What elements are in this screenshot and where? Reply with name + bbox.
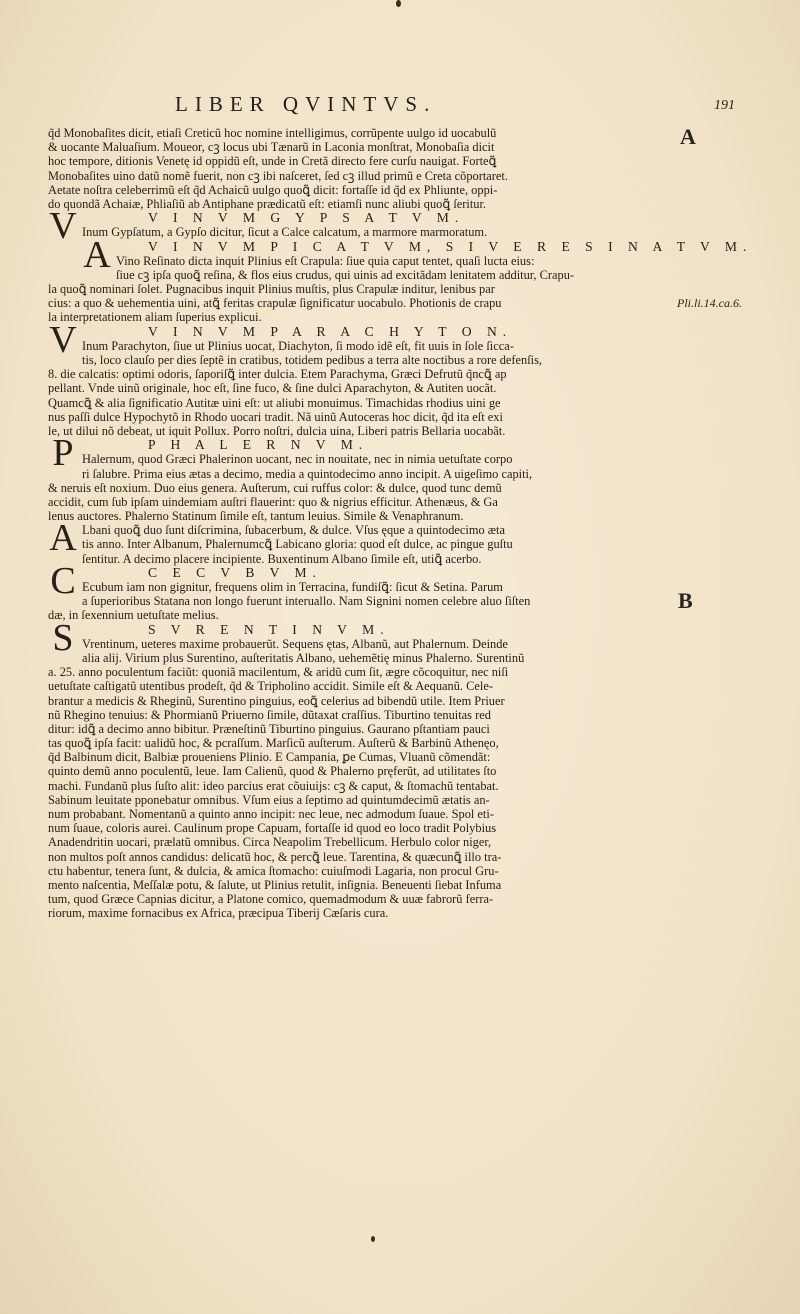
text-line: Anadendritin uocari, prælatũ omnibus. Circa Neapolim Trebellicum. Herbulo color niger, <box>48 835 492 850</box>
folio-number: 191 <box>714 98 735 113</box>
text-line: Lbani quoꝗ̃ duo ſunt diſcrimina, ſubacerbum, & dulce. Vſus ęque a quintodecimo æta <box>82 523 505 538</box>
text-section <box>48 559 668 623</box>
margin-letter-b: B <box>678 588 693 613</box>
text-line: do quondã Achaiæ, Phliaſiũ ab Antiphane prædicatũ eſt: etiamſi nunc aliubi quoꝗ̃ ſeritur. <box>48 196 487 211</box>
text-line: num probabant. Nomentanũ a quinto anno incipit: nec leue, nec admodum ſuaue. Spol eti- <box>48 807 494 821</box>
drop-initial: P <box>52 432 74 475</box>
text-line: brantur a medicis & Rheginũ, Surentino pinguius, eoꝗ̃ celerius ad bibendũ utile. Item Priuer <box>48 693 505 708</box>
text-line: & neruis eſt noxium. Duo eius genera. Auſterum, cui ruffus color: & dulce, quod tunc demũ <box>48 480 502 495</box>
text-line: Quamcꝗ̃ & alia ſignificatio Autitæ uini eſt: ut aliubi monuimus. Timachidas rhodius uini ge <box>48 395 501 410</box>
text-line: lenus auctores. Phalerno Statinum ſimile eſt, tantum leuius. Simile & Venaphranum. <box>48 509 464 524</box>
drop-initial: V <box>49 318 77 361</box>
text-line: tum, quod Græce Capnias dicitur, a Platone comico, quemadmodum & uuæ fabrorũ ferra- <box>48 892 494 907</box>
text-line: hoc tempore, ditionis Venetę id oppidũ eſt, unde in Cretã directo fere curſu nauigat. Forteꝗ̃ <box>48 154 497 169</box>
text-line: ſentitur. A decimo placere incipiente. Buxentinum Albano ſimile eſt, utiꝗ̃ acerbo. <box>82 551 482 566</box>
text-line: Halernum, quod Græci Phalerinon uocant, nec in nouitate, nec in nimia uetuſtate corpo <box>82 452 513 467</box>
text-line: q̃d Balbinum dicit, Balbiæ proueniens Plinio. E Campania, ꝑe Cumas, Vluanũ cõmendãt: <box>48 750 491 765</box>
text-section <box>48 318 668 439</box>
section-heading: V I N V M G Y P S A T V M. <box>148 210 465 226</box>
text-line: Ecubum iam non gignitur, frequens olim in Terracina, fundiſꝗ̃: ſicut & Setina. Parum <box>82 580 503 594</box>
text-line: non multos poſt annos candidus: delicatũ hoc, & percꝗ̃ leue. Tarentina, & quæcunꝗ̃ illo tra- <box>48 849 502 864</box>
text-line: ditur: idꝗ̃ a decimo anno bibitur. Præneſtinũ Tiburtino pinguius. Gaurano pſtantiam pauci <box>48 721 490 736</box>
text-line: machi. Fundanũ plus ſuſto alit: ideo parcius erat cõuiuijs: cꝫ & caput, & ſtomachũ tentabat. <box>48 778 499 793</box>
drop-initial: V <box>49 205 77 248</box>
text-line: le, ut dilui nõ debeat, ut iquit Pollux. Porro noſtri, dulcia uina, Liberi patris Bellaria uocabãt. <box>48 423 506 438</box>
text-line: ſiue cꝫ ipſa quoꝗ̃ reſina, & flos eius crudus, qui uinis ad excitãdam lenitatem additur, Crapu- <box>116 267 575 282</box>
margin-note: Pli.li.14.ca.6. <box>677 296 742 310</box>
text-line: ri ſalubre. Prima eius ætas a decimo, media a quintodecimo anno incipit. A uigeſimo capiti, <box>82 466 533 481</box>
text-line: cius: a quo & uehementia uini, atꝗ̃ feritas crapulæ ſignificatur uocabulo. Photionis de crapu <box>48 296 502 311</box>
text-line: la interpretationem aliam ſuperius explicui. <box>48 310 262 325</box>
text-line: Vrentinum, ueteres maxime probauerũt. Sequens ętas, Albanũ, aut Phalernum. Deinde <box>82 636 508 651</box>
running-header <box>175 92 735 118</box>
section-heading: C E C V B V M. <box>148 564 323 580</box>
ink-blot <box>396 0 401 7</box>
text-line: nus paſſi dulce Hypochytõ in Rhodo uocari tradit. Nã uinũ Autoceras hoc dicit, q̃d ita eſt exi <box>48 409 503 424</box>
section-heading: S V R E N T I N V M. <box>148 621 390 637</box>
drop-initial: A <box>83 233 111 276</box>
text-line: riorum, maxime fornacibus ex Africa, præcipua Tiberij Cæſaris cura. <box>48 906 389 921</box>
text-line: Vino Reſinato dicta inquit Plinius eſt Crapula: ſiue quia caput tentet, quaſi lucta eius: <box>116 253 535 268</box>
text-line: nũ Rhegino tenuius: & Phormianũ Priuerno ſimile, dũtaxat craſſius. Tiburtino tenuitas red <box>48 707 491 722</box>
text-line: num ſuaue, coloris aurei. Caulinum prope Capuam, fortaſſe id quod eo loco tradit Polybius <box>48 821 497 836</box>
text-section <box>48 616 668 921</box>
text-line: q̃d Monobaſites dicit, etiaſi Creticũ hoc nomine intelligimus, corrũpente uulgo id uocabulũ <box>48 126 497 140</box>
text-line: mento naſcentia, Meſſalæ potu, & ſalute, ut Plinius retulit, inſignia. Beneuenti ſiebat Infuma <box>48 877 502 892</box>
text-line: accidit, cum ſub ipſam uindemiam auſtri flauerint: quo & nigrius efficitur. Athenæus, & Ga <box>48 494 498 509</box>
drop-initial: S <box>52 616 74 659</box>
running-title: LIBER QVINTVS. <box>175 92 437 116</box>
text-line: dæ, in ſexennium uetuſtate melius. <box>48 608 219 623</box>
text-line: Inum Gypſatum, a Gypſo dicitur, ſicut a Calce calcatum, a marmore marmoratum. <box>82 225 488 240</box>
text-line: tas quoꝗ̃ ipſa facit: ualidũ hoc, & pcraſſum. Marſicũ auſterum. Auſterũ & Barbinũ Athenęo, <box>48 736 499 751</box>
ink-blot <box>371 1236 375 1242</box>
text-line: Inum Parachyton, ſiue ut Plinius uocat, Diachyton, ſi modo idẽ eſt, fit uuis in ſole ſicca- <box>82 338 514 353</box>
text-line: uetuſtate caſtigatũ utentibus prodeſt, q̃d & Tripholino accidit. Simile eſt & Aequanũ. Cele- <box>48 679 493 694</box>
text-line: Monobaſites uino datũ nomẽ fuerit, non cꝫ ibi naſceret, ſed cꝫ illud primũ e Creta cõportaret. <box>48 168 508 183</box>
section-heading: V I N V M P I C A T V M, S I V E R E S I N A T V M. <box>148 238 753 254</box>
section-heading: V I N V M P A R A C H Y T O N. <box>148 323 513 339</box>
text-line: Aetate noſtra celeberrimũ eſt q̃d Achaicũ uulgo quoꝗ̃ dicit: fortaſſe id q̃d ex Phliunte, oppi- <box>48 182 498 197</box>
text-line: ctu habentur, tenera ſunt, & dulcia, & amica ſtomacho: cuiuſmodi Lagaria, non procul Gru- <box>48 863 499 878</box>
text-line: Sabinum leuitate pponebatur omnibus. Vſum eius a ſeptimo ad quintumdecimũ ætatis an- <box>48 792 490 807</box>
text-line: tis, loco clauſo per dies ſeptẽ in cratibus, totidem pedibus a terra alte noctibus a rore defenſis, <box>82 353 543 367</box>
drop-initial: A <box>49 517 77 560</box>
section-heading: P H A L E R N V M. <box>148 437 369 453</box>
text-line: alia alij. Virium plus Surentino, auſteritatis Albano, uehemẽtię minus Phalerno. Surentinũ <box>82 650 525 665</box>
text-section <box>48 432 668 524</box>
margin-letter-a: A <box>680 124 696 149</box>
text-line: a. 25. anno poculentum faciũt: quoniã macilentum, & aridũ cum ſit, ægre cõcoquitur, nec niſi <box>48 665 509 680</box>
drop-initial: C <box>50 559 76 602</box>
text-line: la quoꝗ̃ nominari ſolet. Pugnacibus inquit Plinius muſtis, plus Crapulæ inditur, lenibus par <box>48 282 495 297</box>
text-section <box>48 517 668 566</box>
text-line: a ſuperioribus Statana non longo fuerunt interuallo. Nam Signini nomen celebre aluo ſiſten <box>82 594 531 609</box>
text-line: quinto demũ anno poculentũ, leue. Iam Calienũ, quod & Phalerno pręferũt, ad utilitates ſto <box>48 764 497 779</box>
text-line: & uocante Maluaſium. Moueor, cꝫ locus ubi Tænarũ in Laconia monſtrat, Monobaſia dicit <box>48 140 495 155</box>
text-line: pellant. Vnde uinũ originale, hoc eſt, ſine fuco, & ſine dulci Aparachyton, & Autiten uocãt. <box>48 381 497 396</box>
text-section <box>48 126 668 211</box>
text-line: tis anno. Inter Albanum, Phalernumcꝗ̃ Labicano gloria: quod eſt dulce, ac pingue guſtu <box>82 537 513 552</box>
text-line: 8. die calcatis: optimi odoris, ſaporiſꝗ̃ inter dulcia. Etem Parachyma, Græci Defrutũ q̃ncꝗ̃ ap <box>48 367 507 382</box>
